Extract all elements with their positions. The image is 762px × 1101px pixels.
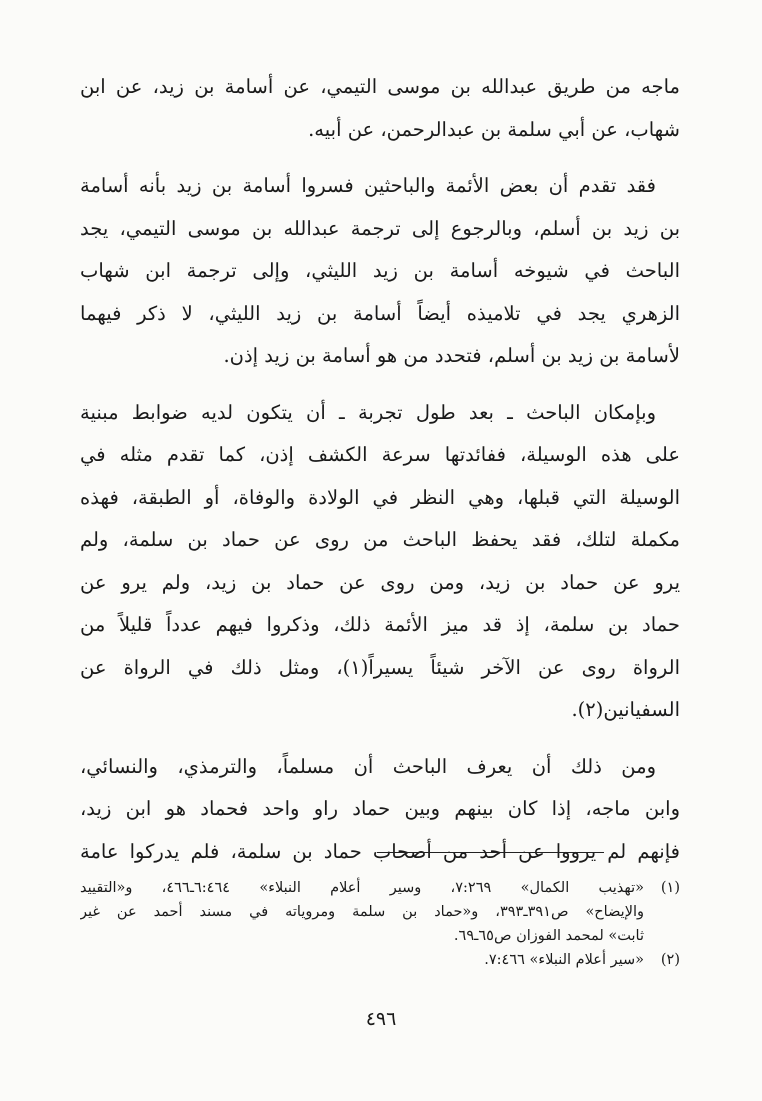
text-line: حماد بن سلمة، إذ قد ميز الأئمة ذلك، وذكروا فيهم عدداً قليلاً من (80, 613, 680, 636)
text-line: بن زيد بن أسلم، وبالرجوع إلى ترجمة عبدالله بن موسى التيمي، يجد (80, 216, 680, 240)
text-line: ومن ذلك أن يعرف الباحث أن مسلماً، والترمذي، والنسائي، (80, 754, 656, 778)
text-line: لأسامة بن زيد بن أسلم، فتحدد من هو أسامة بن زيد إذن. (223, 344, 680, 367)
text-line: وابن ماجه، إذا كان بينهم وبين حماد راو واحد فحماد هو ابن زيد، (80, 797, 680, 820)
text-line: يرو عن حماد بن زيد، ومن روى عن حماد بن زيد، ولم يرو عن (80, 570, 680, 594)
text-line: السفيانين(٢). (571, 698, 680, 721)
paragraph-3 (80, 392, 680, 732)
footnote-number: (٢) (660, 952, 680, 968)
footnote-divider (377, 852, 604, 853)
paragraph-1 (80, 66, 680, 151)
text-line: فإنهم لم يرووا عن أحد من أصحاب حماد بن سلمة، فلم يدركوا عامة (80, 839, 680, 863)
main-text (80, 66, 680, 873)
footnote-line: ثابت» لمحمد الفوزان ص٦٥ـ٦٩. (453, 928, 644, 944)
text-line: وبإمكان الباحث ـ بعد طول تجربة ـ أن يتكون لديه ضوابط مبنية (80, 400, 656, 424)
footnote-2 (80, 948, 680, 972)
text-line: مكملة لتلك، فقد يحفظ الباحث من روى عن حماد بن سلمة، ولم (80, 528, 680, 551)
text-line: الوسيلة التي قبلها، وهي النظر في الولادة والوفاة، أو الطبقة، فهذه (80, 485, 680, 509)
footnote-line: «سير أعلام النبلاء» ٧:٤٦٦. (484, 952, 644, 968)
text-line: شهاب، عن أبي سلمة بن عبدالرحمن، عن أبيه. (308, 117, 680, 141)
paragraph-4 (80, 746, 680, 874)
text-line: فقد تقدم أن بعض الأئمة والباحثين فسروا أسامة بن زيد بأنه أسامة (80, 174, 656, 197)
text-line: الرواة روى عن الآخر شيئاً يسيراً(١)، ومثل ذلك في الرواة عن (80, 655, 680, 679)
footnote-line: «تهذيب الكمال» ٧:٢٦٩، وسير أعلام النبلاء» ٦:٤٦٤ـ٤٦٦، و«التقييد (80, 880, 644, 896)
footnote-line: والإيضاح» ص٣٩١ـ٣٩٣، و«حماد بن سلمة ومروياته في مسند أحمد عن غير (80, 904, 644, 920)
footnotes (80, 876, 680, 972)
text-line: الباحث في شيوخه أسامة بن زيد الليثي، وإلى ترجمة ابن شهاب (80, 259, 680, 282)
footnote-1 (80, 876, 680, 948)
text-line: الزهري يجد في تلاميذه أيضاً أسامة بن زيد الليثي، لا ذكر فيهما (80, 301, 680, 325)
footnote-number: (١) (660, 880, 680, 896)
text-line: ماجه من طريق عبدالله بن موسى التيمي، عن أسامة بن زيد، عن ابن (80, 75, 680, 98)
paragraph-2 (80, 165, 680, 378)
text-line: على هذه الوسيلة، ففائدتها سرعة الكشف إذن، كما تقدم مثله في (80, 443, 680, 466)
page-number: ٤٩٦ (365, 1008, 397, 1030)
